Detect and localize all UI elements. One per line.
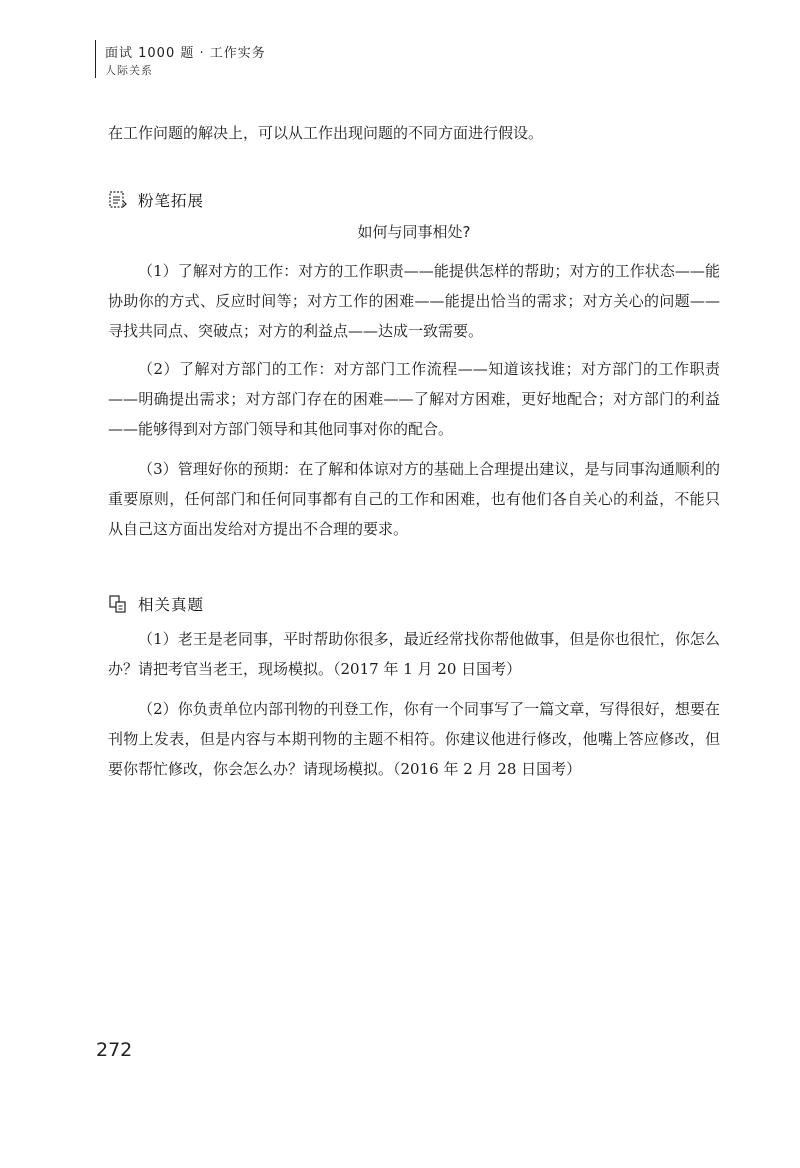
page-number: 272 bbox=[96, 1039, 133, 1061]
extension-section-label: 粉笔拓展 bbox=[138, 192, 205, 210]
related-section-heading bbox=[108, 592, 204, 616]
extension-section-heading bbox=[108, 188, 204, 212]
running-header bbox=[95, 40, 395, 80]
intro-paragraph: 在工作问题的解决上，可以从工作出现问题的不同方面进行假设。 bbox=[108, 124, 544, 142]
related-section-label: 相关真题 bbox=[138, 596, 205, 614]
related-question-1: （1）老王是老同事，平时帮助你很多，最近经常找你帮他做事，但是你也很忙，你怎么办？请把考官当老王，现场模拟。（2017 年 1 月 20 日国考） bbox=[108, 630, 720, 678]
header-rule bbox=[95, 40, 96, 78]
extension-title: 如何与同事相处? bbox=[357, 223, 471, 241]
extension-paragraph-3: （3）管理好你的预期：在了解和体谅对方的基础上合理提出建议，是与同事沟通顺利的重要原则，任何部门和任何同事都有自己的工作和困难，也有他们各自关心的利益，不能只从自己这方面出发给对方提出不合理的要求。 bbox=[108, 460, 720, 538]
related-question-2: （2）你负责单位内部刊物的刊登工作，你有一个同事写了一篇文章，写得很好，想要在刊物上发表，但是内容与本期刊物的主题不相符。你建议他进行修改，他嘴上答应修改，但要你帮忙修改，你会怎么办？请现场模拟。（2016 年 2 月 28 日国考） bbox=[108, 700, 720, 778]
book-title: 面试 1000 题 · 工作实务 bbox=[105, 46, 266, 61]
extension-paragraph-1: （1）了解对方的工作：对方的工作职责——能提供怎样的帮助；对方的工作状态——能协助你的方式、反应时间等；对方工作的困难——能提出恰当的需求；对方关心的问题——寻找共同点、突破点；对方的利益点——达成一致需要。 bbox=[108, 262, 720, 340]
extension-paragraph-2: （2）了解对方部门的工作：对方部门工作流程——知道该找谁；对方部门的工作职责——明确提出需求；对方部门存在的困难——了解对方困难，更好地配合；对方部门的利益——能够得到对方部门领导和其他同事对你的配合。 bbox=[108, 360, 720, 438]
document-icon bbox=[108, 594, 128, 614]
note-icon bbox=[108, 190, 128, 210]
chapter-title: 人际关系 bbox=[105, 64, 153, 77]
